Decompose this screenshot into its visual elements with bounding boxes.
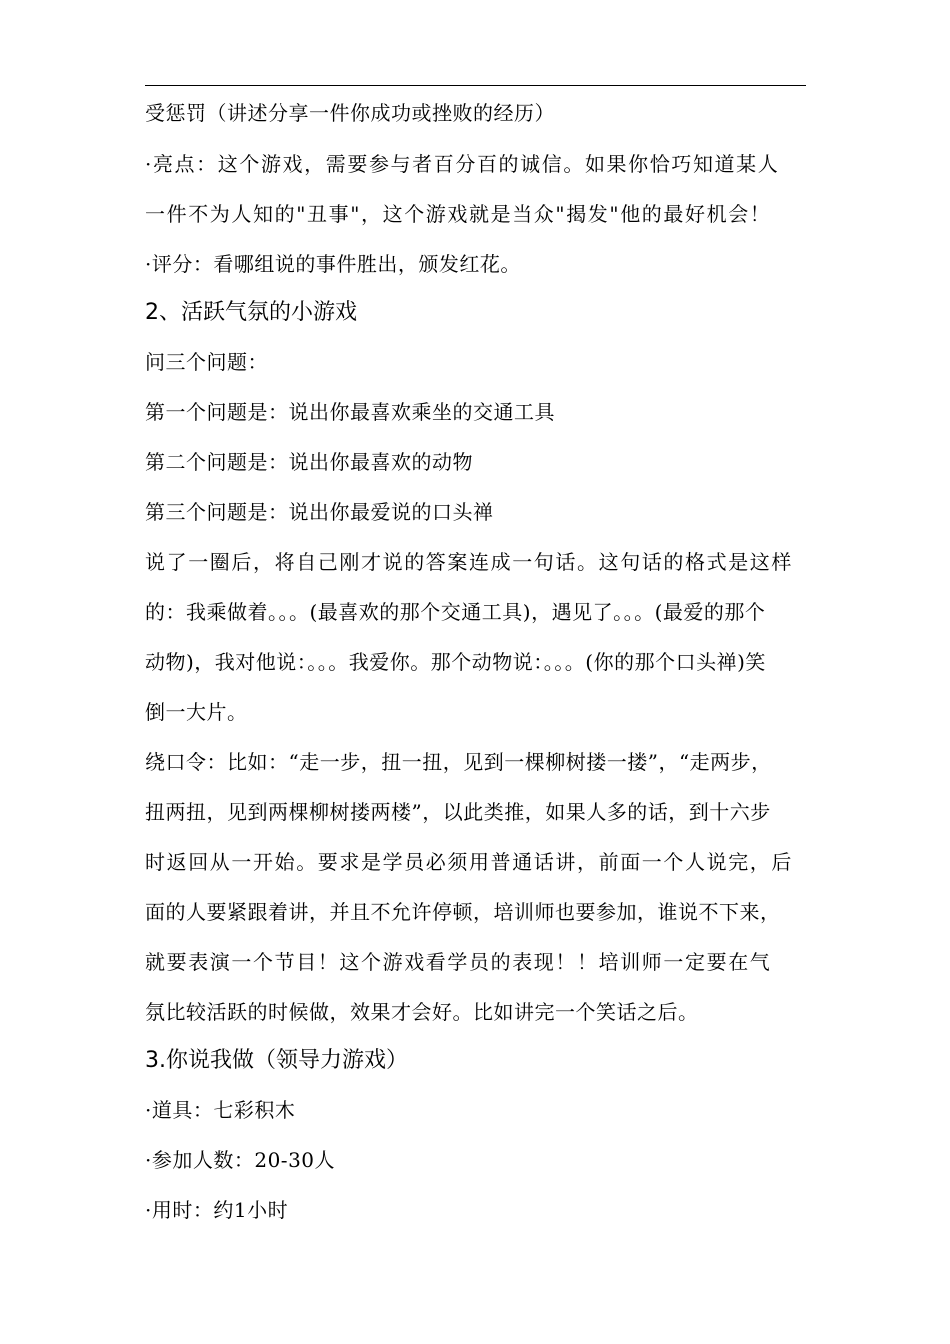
text-line: 的：我乘做着。。。(最喜欢的那个交通工具)，遇见了。。。(最爱的那个	[145, 600, 766, 624]
text-line: 说了一圈后，将自己刚才说的答案连成一句话。这句话的格式是这样	[145, 550, 793, 574]
text-line: 倒一大片。	[145, 700, 248, 724]
text-line: ·评分：看哪组说的事件胜出，颁发红花。	[145, 252, 521, 276]
text-line: 面的人要紧跟着讲，并且不允许停顿，培训师也要参加，谁说不下来，	[145, 900, 781, 924]
text-line: 时返回从一开始。要求是学员必须用普通话讲，前面一个人说完，后	[145, 850, 793, 874]
text-line: 就要表演一个节目！这个游戏看学员的表现！！培训师一定要在气	[145, 950, 772, 974]
text-line: ·用时：约1小时	[145, 1198, 289, 1222]
text-line: 受惩罚（讲述分享一件你成功或挫败的经历）	[145, 101, 555, 125]
text-line: 第二个问题是：说出你最喜欢的动物	[145, 450, 473, 474]
text-line: 动物)，我对他说：。。。我爱你。那个动物说：。。。(你的那个口头禅)笑	[145, 650, 766, 674]
text-line: 第一个问题是：说出你最喜欢乘坐的交通工具	[145, 400, 555, 424]
section-heading: 3.你说我做（领导力游戏）	[145, 1048, 408, 1073]
header-rule	[145, 85, 806, 86]
section-heading: 2、活跃气氛的小游戏	[145, 300, 357, 325]
text-line: 绕口令：比如：“走一步，扭一扭，见到一棵柳树搂一搂”，“走两步，	[145, 750, 772, 774]
text-line: 第三个问题是：说出你最爱说的口头禅	[145, 500, 494, 524]
text-line: 氛比较活跃的时候做，效果才会好。比如讲完一个笑话之后。	[145, 1000, 699, 1024]
text-line: ·亮点：这个游戏，需要参与者百分百的诚信。如果你恰巧知道某人	[145, 152, 780, 176]
text-line: 一件不为人知的"丑事"，这个游戏就是当众"揭发"他的最好机会！	[145, 202, 772, 226]
text-line: 问三个问题：	[145, 350, 268, 374]
text-line: ·道具：七彩积木	[145, 1098, 296, 1122]
text-line: ·参加人数：20-30人	[145, 1148, 336, 1172]
text-line: 扭两扭，见到两棵柳树搂两楼”，以此类推，如果人多的话，到十六步	[145, 800, 771, 824]
